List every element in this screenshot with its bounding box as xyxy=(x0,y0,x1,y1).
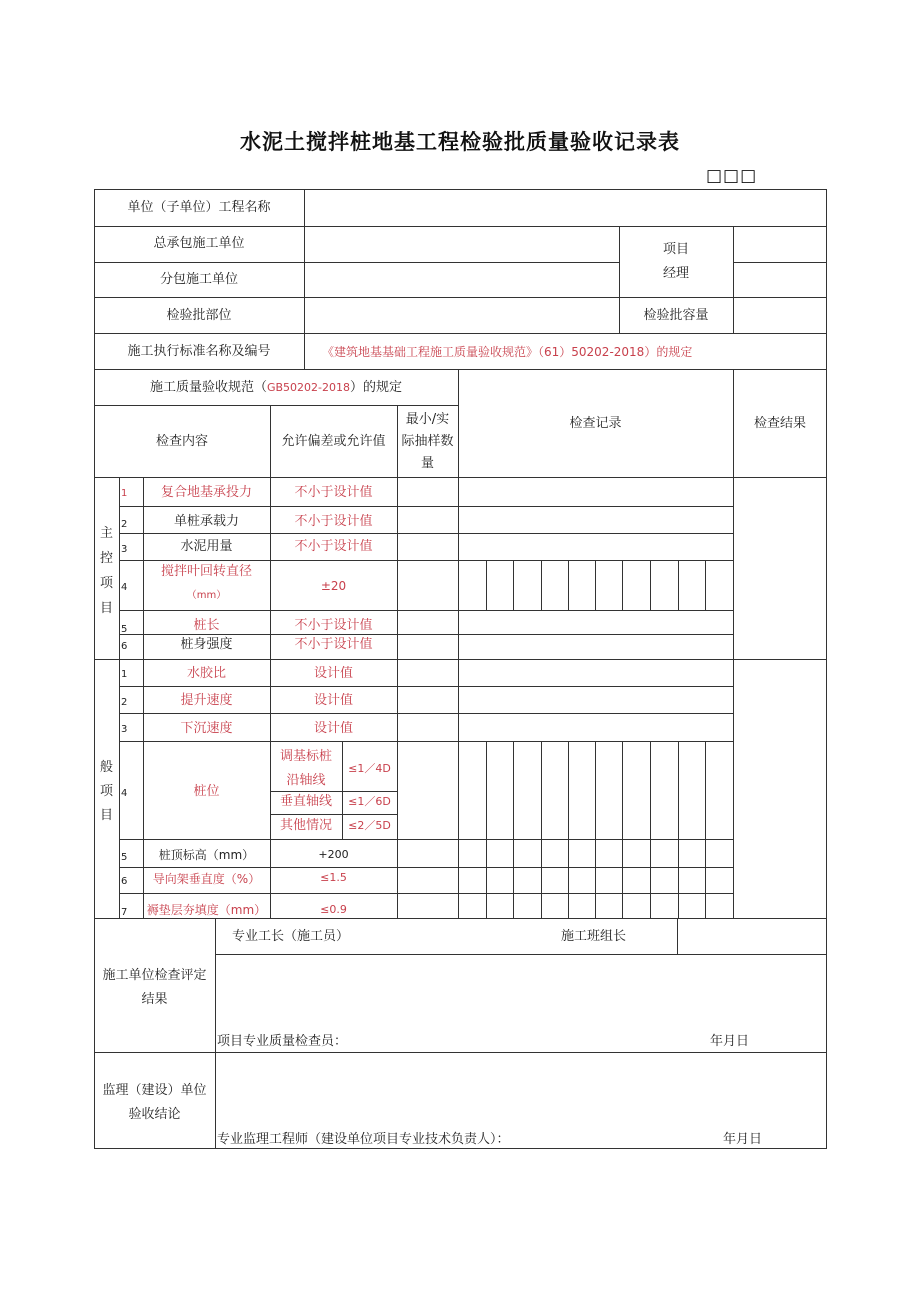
foreman-label: 专业工长（施工员） xyxy=(232,929,350,944)
col-tolerance: 允许偏差或允许值 xyxy=(281,434,386,449)
item-name: 桩长 xyxy=(193,618,220,633)
item-name: 褥垫层夯填度（mm） xyxy=(146,903,267,917)
item-value: ≤1.5 xyxy=(320,871,347,884)
item-value: 不小于设计值 xyxy=(294,637,373,652)
item-value: 设计值 xyxy=(313,721,353,736)
team-leader-label: 施工班组长 xyxy=(561,929,627,944)
row-number: 3 xyxy=(121,724,128,735)
row-number: 1 xyxy=(121,488,128,499)
general-group-char: 般 xyxy=(99,760,113,775)
sub-value: ≤1／6D xyxy=(348,795,391,808)
sub-label: 垂直轴线 xyxy=(279,794,332,809)
main-group-char: 项 xyxy=(99,576,113,591)
row-number: 6 xyxy=(121,641,128,652)
project-manager-label-2: 经理 xyxy=(662,266,689,281)
row-number: 2 xyxy=(121,697,128,708)
engineer-label: 专业监理工程师（建设单位项目专业技术负责人）： xyxy=(217,1132,510,1147)
inspector-label: 项目专业质量检查员： xyxy=(217,1034,348,1049)
main-group-char: 主 xyxy=(99,526,113,541)
item-value: 不小于设计值 xyxy=(294,485,373,500)
subcontractor-label: 分包施工单位 xyxy=(159,272,238,287)
row-number: 4 xyxy=(121,788,128,799)
construction-check-label-1: 施工单位检查评定 xyxy=(102,968,207,983)
supervision-label-1: 监理（建设）单位 xyxy=(102,1083,207,1098)
supervision-date: 年月日 xyxy=(723,1132,763,1147)
col-sample-3: 量 xyxy=(420,456,434,471)
item-name: 下沉速度 xyxy=(180,721,233,736)
col-sample-2: 际抽样数 xyxy=(401,434,454,449)
item-name: 桩身强度 xyxy=(180,637,233,652)
construction-check-label-2: 结果 xyxy=(141,992,168,1007)
main-group-char: 控 xyxy=(99,551,113,566)
sub-label: 沿轴线 xyxy=(286,773,326,788)
item-value: 不小于设计值 xyxy=(294,618,373,633)
item-name: 单桩承载力 xyxy=(173,514,239,529)
batch-location-label: 检验批部位 xyxy=(166,308,232,323)
construction-date: 年月日 xyxy=(710,1034,750,1049)
unit-name-label: 单位（子单位）工程名称 xyxy=(127,200,271,215)
row-number: 3 xyxy=(121,544,128,555)
col-content: 检查内容 xyxy=(155,434,208,449)
general-contractor-label: 总承包施工单位 xyxy=(153,236,245,251)
item-name: 桩位 xyxy=(193,784,220,799)
item-value: 不小于设计值 xyxy=(294,539,373,554)
item-value: +200 xyxy=(318,848,349,861)
row-number: 6 xyxy=(121,876,128,887)
sub-label: 其他情况 xyxy=(279,818,332,833)
sub-label: 调基标桩 xyxy=(279,749,332,764)
col-sample-1: 最小/实 xyxy=(405,412,450,427)
item-name: 水泥用量 xyxy=(180,539,233,554)
item-value: ≤0.9 xyxy=(320,903,347,916)
supervision-label-2: 验收结论 xyxy=(128,1107,181,1122)
row-number: 2 xyxy=(121,519,128,530)
item-name: 桩顶标高（mm） xyxy=(158,848,255,862)
row-number: 1 xyxy=(121,669,128,680)
col-result: 检查结果 xyxy=(753,416,806,431)
row-number: 5 xyxy=(121,624,128,635)
item-name: 提升速度 xyxy=(180,693,233,708)
acceptance-spec: 施工质量验收规范（GB50202-2018）的规定 xyxy=(149,380,403,395)
standard-value: 《建筑地基基础工程施工质量验收规范》（61）50202-2018）的规定 xyxy=(322,345,693,359)
item-value: 不小于设计值 xyxy=(294,514,373,529)
batch-capacity-label: 检验批容量 xyxy=(643,308,709,323)
item-value: 设计值 xyxy=(313,693,353,708)
main-group-char: 目 xyxy=(99,601,113,616)
item-name: 复合地基承投力 xyxy=(160,485,252,500)
item-name: 导向架垂直度（%） xyxy=(152,872,261,886)
item-name: 水胶比 xyxy=(186,666,226,681)
row-number: 7 xyxy=(121,907,128,918)
item-unit: （mm） xyxy=(186,590,227,601)
row-number: 5 xyxy=(121,852,128,863)
item-value: 设计值 xyxy=(313,666,353,681)
col-record: 检查记录 xyxy=(569,416,622,431)
standard-label: 施工执行标准名称及编号 xyxy=(127,344,271,359)
sub-value: ≤1／4D xyxy=(348,762,391,775)
item-name: 搅拌叶回转直径 xyxy=(160,564,252,579)
general-group-char: 目 xyxy=(99,808,113,823)
form-code: □□□ xyxy=(706,166,758,186)
general-group-char: 项 xyxy=(99,784,113,799)
item-value: ±20 xyxy=(320,579,347,593)
row-number: 4 xyxy=(121,582,128,593)
project-manager-label-1: 项目 xyxy=(662,242,689,257)
sub-value: ≤2／5D xyxy=(348,819,391,832)
page-title: 水泥土搅拌桩地基工程检验批质量验收记录表 xyxy=(240,130,680,154)
